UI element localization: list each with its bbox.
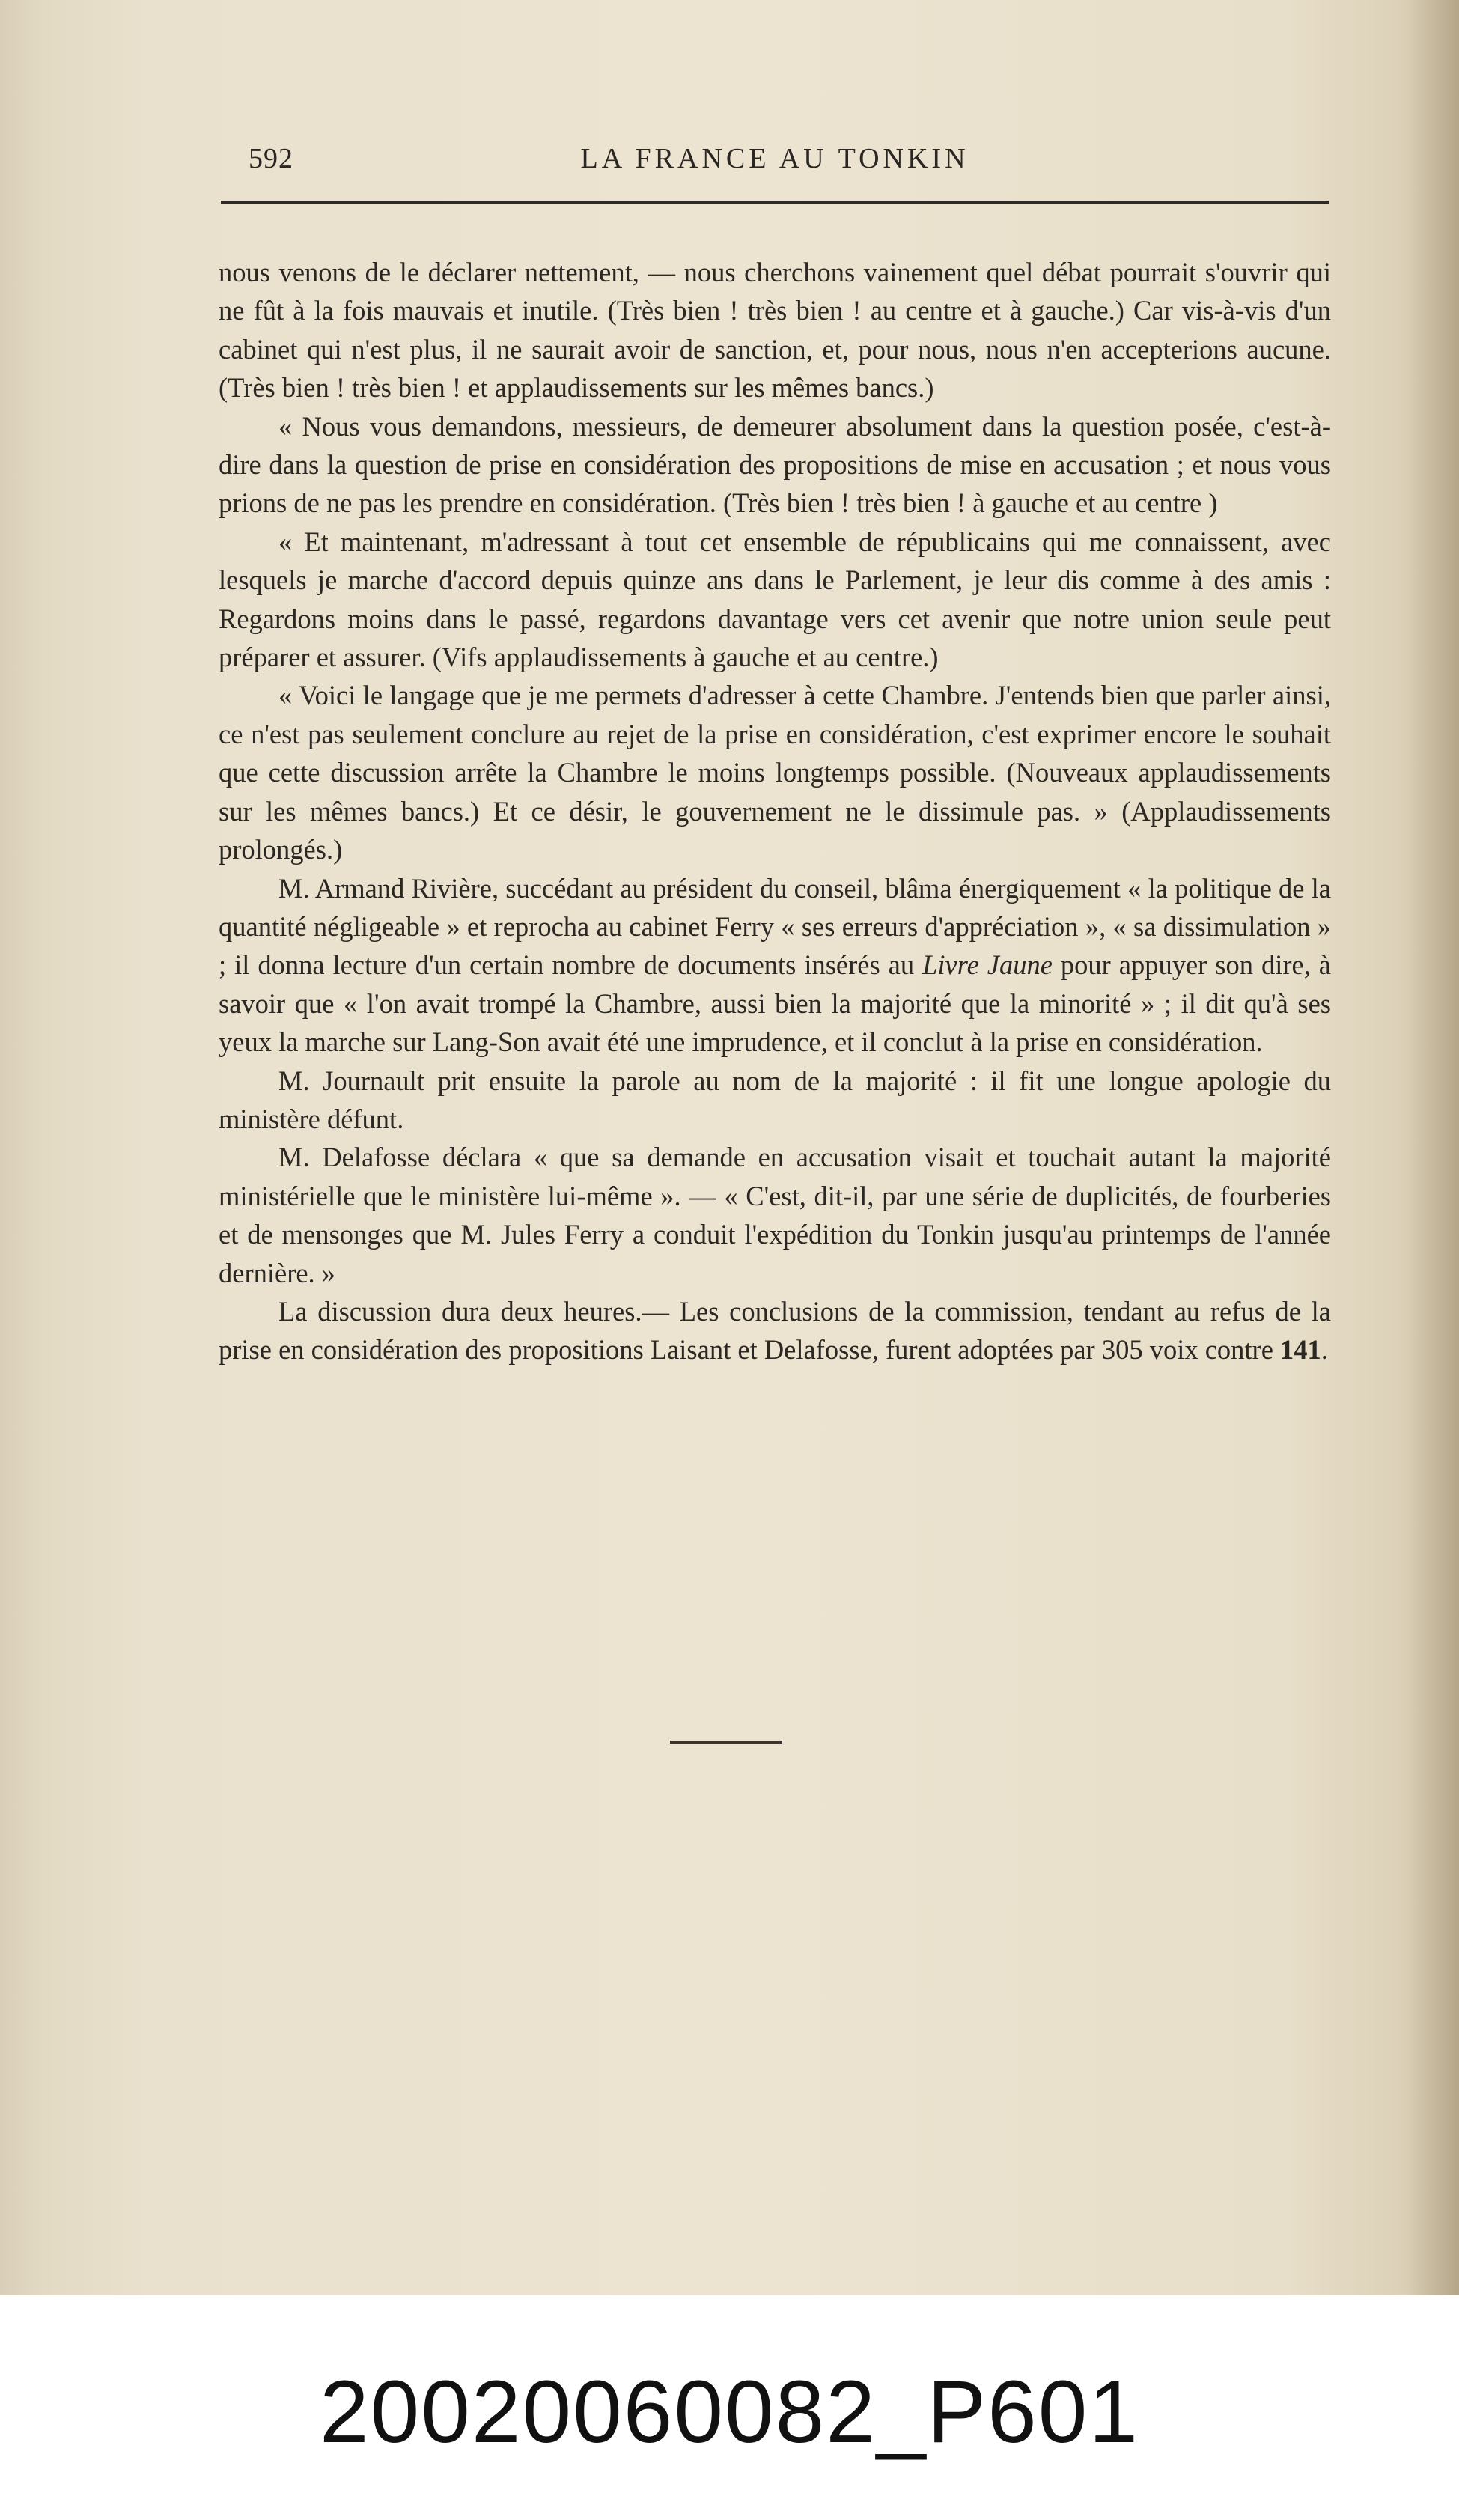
paragraph-5 bbox=[219, 869, 1331, 1062]
paragraph-5-before: M. Armand Rivière, succédant au président du conseil, blâma énergiquement « la politique de la quantité négligeable » et reprocha au cabinet Ferry « ses erreurs d'appréciation », « sa dissimulation » ; il donna lecture d'un certain nombre de documents insérés au bbox=[219, 872, 1331, 981]
paragraph-4: « Voici le langage que je me permets d'adresser à cette Chambre. J'entends bien que parler ainsi, ce n'est pas seulement conclure au rejet de la prise en considération, c'est exprimer encore le souhait que cette discussion arrête la Chambre le moins longtemps possible. (Nouveaux applaudissements sur les mêmes bancs.) Et ce désir, le gouvernement ne le dissimule pas. » (Applaudissements prolongés.) bbox=[219, 680, 1331, 865]
running-title: LA FRANCE AU TONKIN bbox=[580, 143, 969, 174]
body-text bbox=[219, 253, 1331, 1369]
paragraph-7: M. Delafosse déclara « que sa demande en accusation visait et touchait autant la majorité ministérielle que le ministère lui-même ». — « C'est, dit-il, par une série de duplicités, de fourberies et de mensonges que M. Jules Ferry a conduit l'expédition du Tonkin jusqu'au printemps de l'année dernière. » bbox=[219, 1142, 1331, 1288]
paragraph-3: « Et maintenant, m'adressant à tout cet ensemble de républicains qui me connaissent, avec lesquels je marche d'accord depuis quinze ans dans le Parlement, je leur dis comme à des amis : Regardons moins dans le passé, regardons davantage vers cet avenir que notre union seule peut préparer et assurer. (Vifs applaudissements à gauche et au centre.) bbox=[219, 526, 1331, 673]
paragraph-6: M. Journault prit ensuite la parole au nom de la majorité : il fit une longue apologie du ministère défunt. bbox=[219, 1065, 1331, 1134]
paragraph-8-after: . bbox=[1321, 1334, 1328, 1366]
paragraph-1: nous venons de le déclarer nettement, — nous cherchons vainement quel débat pourrait s'ouvrir qui ne fût à la fois mauvais et inutile. (Très bien ! très bien ! au centre et à gauche.) Car vis-à-vis d'un cabinet qui n'est plus, il ne saurait avoir de sanction, et, pour nous, nous n'en accepterions aucune. (Très bien ! très bien ! et applaudissements sur les mêmes bancs.) bbox=[219, 257, 1331, 404]
running-head bbox=[221, 142, 1329, 180]
livre-jaune-title: Livre Jaune bbox=[922, 949, 1053, 981]
page-number: 592 bbox=[249, 143, 293, 174]
paragraph-8-before: La discussion dura deux heures.— Les conclusions de la commission, tendant au refus de la prise en considération des propositions Laisant et Delafosse, furent adoptées par 305 voix contre bbox=[219, 1295, 1331, 1366]
paragraph-8 bbox=[219, 1292, 1331, 1369]
closing-rule bbox=[670, 1741, 782, 1744]
vote-count: 141 bbox=[1280, 1334, 1321, 1366]
paragraph-2: « Nous vous demandons, messieurs, de demeurer absolument dans la question posée, c'est-à-dire dans la question de prise en considération des propositions de mise en accusation ; et nous vous prions de ne pas les prendre en considération. (Très bien ! très bien ! à gauche et au centre ) bbox=[219, 410, 1331, 519]
image-caption: 20020060082_P601 bbox=[319, 2363, 1140, 2462]
caption-area bbox=[0, 2295, 1459, 2520]
header-rule bbox=[221, 201, 1329, 204]
paragraph-5-after: pour appuyer son dire, à savoir que « l'on avait trompé la Chambre, aussi bien la majorité que la minorité » ; il dit qu'à ses yeux la marche sur Lang-Son avait été une imprudence, et il conclut à la prise en considération. bbox=[219, 949, 1331, 1058]
